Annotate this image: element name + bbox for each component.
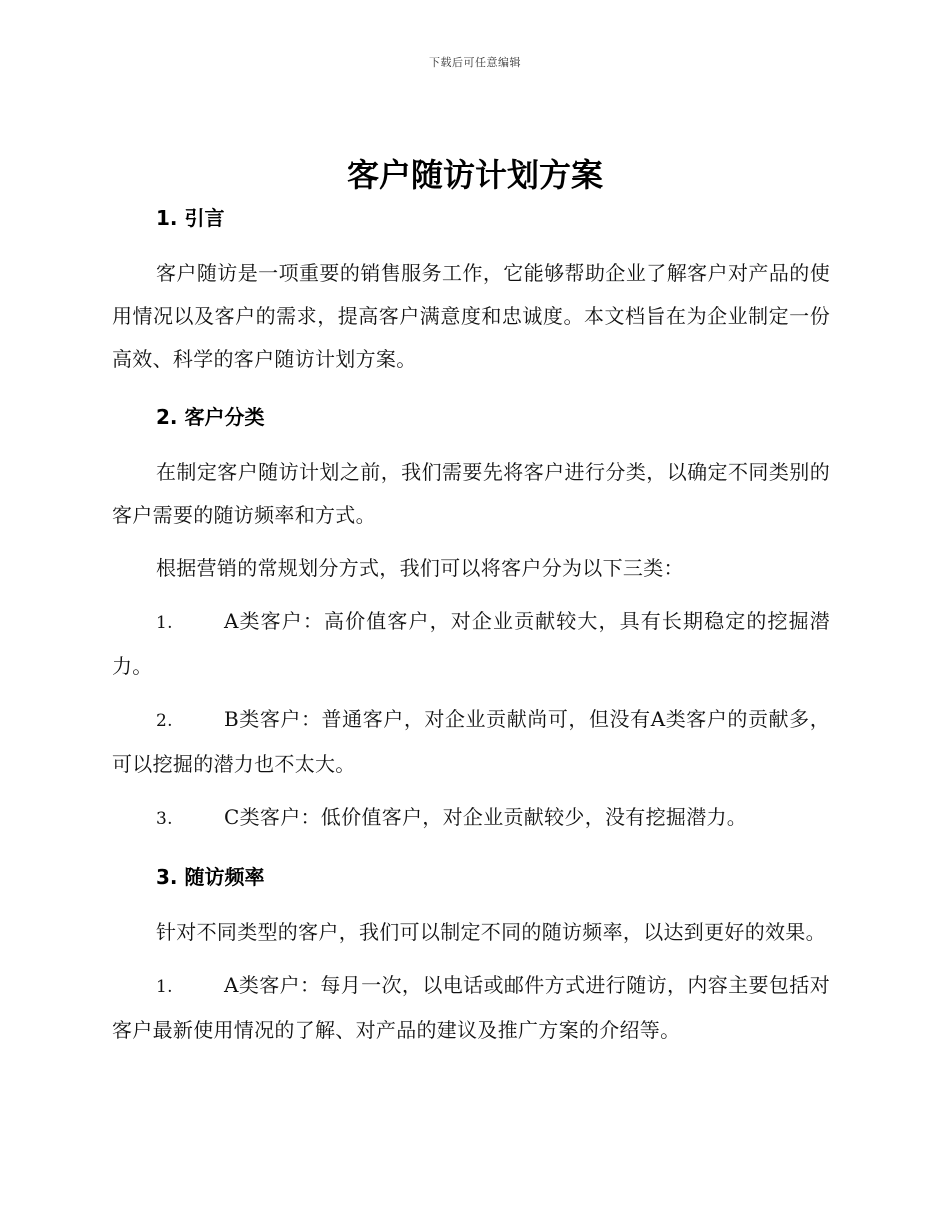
list-item-text: B类客户：普通客户，对企业贡献尚可，但没有A类客户的贡献多，可以挖掘的潜力也不太大。 [112, 707, 830, 776]
classification-paragraph-1: 在制定客户随访计划之前，我们需要先将客户进行分类，以确定不同类别的客户需要的随访频率和方式。 [112, 460, 830, 527]
list-item-number: 2. [156, 711, 173, 731]
section-heading-frequency: 3. 随访频率 [156, 865, 265, 889]
document-body [112, 196, 830, 1052]
list-item [112, 964, 830, 1052]
frequency-paragraph: 针对不同类型的客户，我们可以制定不同的随访频率，以达到更好的效果。 [156, 920, 826, 944]
list-item-number: 1. [156, 613, 173, 633]
list-item-number: 1. [156, 977, 173, 997]
document-title: 客户随访计划方案 [346, 156, 603, 194]
section-heading-classification: 2. 客户分类 [156, 405, 265, 429]
list-item [112, 600, 830, 688]
list-item-number: 3. [156, 809, 173, 829]
list-item [112, 796, 830, 841]
list-item-text: A类客户：每月一次，以电话或邮件方式进行随访，内容主要包括对客户最新使用情况的了解、对产品的建议及推广方案的介绍等。 [112, 973, 830, 1042]
section-heading-intro: 1. 引言 [156, 206, 225, 230]
list-item-text: C类客户：低价值客户，对企业贡献较少，没有挖掘潜力。 [224, 805, 748, 829]
header-note: 下载后可任意编辑 [429, 56, 521, 69]
list-item-text: A类客户：高价值客户，对企业贡献较大，具有长期稳定的挖掘潜力。 [112, 609, 830, 678]
list-item [112, 698, 830, 786]
intro-paragraph: 客户随访是一项重要的销售服务工作，它能够帮助企业了解客户对产品的使用情况以及客户的需求，提高客户满意度和忠诚度。本文档旨在为企业制定一份高效、科学的客户随访计划方案。 [112, 261, 830, 371]
classification-paragraph-2: 根据营销的常规划分方式，我们可以将客户分为以下三类： [156, 556, 684, 580]
